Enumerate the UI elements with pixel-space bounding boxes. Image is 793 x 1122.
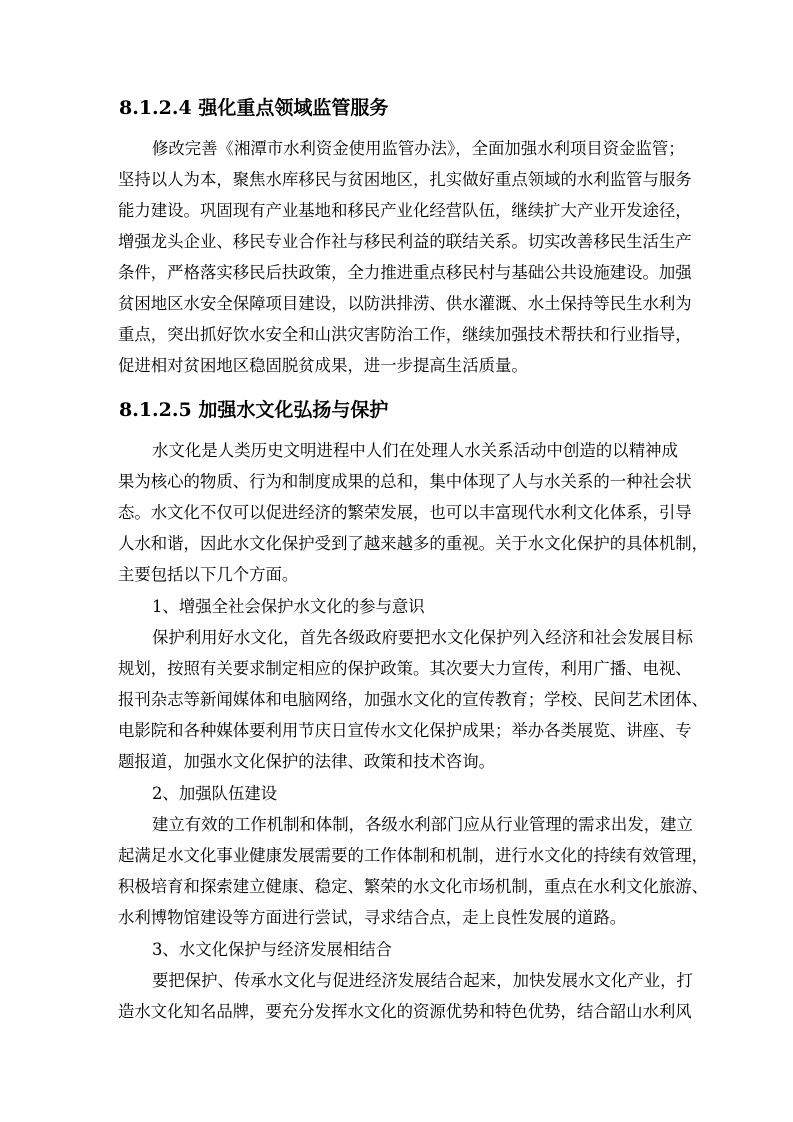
paragraph-line: 人水和谐，因此水文化保护受到了越来越多的重视。关于水文化保护的具体机制， [118,534,709,553]
section-heading-8-1-2-5: 8.1.2.5 加强水文化弘扬与保护 [119,399,389,421]
paragraph-line: 坚持以人为本，聚焦水库移民与贫困地区，扎实做好重点领域的水利监管与服务 [118,170,692,189]
paragraph-line: 条件，严格落实移民后扶政策，全力推进重点移民村与基础公共设施建设。加强 [118,263,692,282]
list-item-title-1: 1、增强全社会保护水文化的参与意识 [152,597,425,616]
paragraph-line: 修改完善《湘潭市水利资金使用监管办法》，全面加强水利项目资金监管； [152,139,685,158]
paragraph-line: 贫困地区水安全保障项目建设，以防洪排涝、供水灌溉、水土保持等民生水利为 [118,294,692,313]
paragraph-line: 增强龙头企业、移民专业合作社与移民利益的联结关系。切实改善移民生活生产 [118,232,692,251]
paragraph-line: 态。水文化不仅可以促进经济的繁荣发展，也可以丰富现代水利文化体系，引导 [118,503,692,522]
paragraph-line: 保护利用好水文化，首先各级政府要把水文化保护列入经济和社会发展目标 [152,628,693,647]
paragraph-line: 果为核心的物质、行为和制度成果的总和，集中体现了人与水关系的一种社会状 [118,472,692,491]
paragraph-line: 题报道，加强水文化保护的法律、政策和技术咨询。 [118,752,495,771]
section-heading-8-1-2-4: 8.1.2.4 强化重点领域监管服务 [119,97,389,119]
paragraph-line: 促进相对贫困地区稳固脱贫成果，进一步提高生活质量。 [118,356,528,375]
paragraph-line: 起满足水文化事业健康发展需要的工作体制和机制，进行水文化的持续有效管理， [118,846,709,865]
paragraph-line: 报刊杂志等新闻媒体和电脑网络，加强水文化的宣传教育；学校、民间艺术团体、 [118,690,709,709]
paragraph-line: 电影院和各种媒体要利用节庆日宣传水文化保护成果；举办各类展览、讲座、专 [118,721,692,740]
paragraph-line: 能力建设。巩固现有产业基地和移民产业化经营队伍，继续扩大产业开发途径， [118,201,692,220]
paragraph-line: 重点，突出抓好饮水安全和山洪灾害防治工作，继续加强技术帮扶和行业指导， [118,325,692,344]
paragraph-line: 要把保护、传承水文化与促进经济发展结合起来，加快发展水文化产业，打 [152,971,693,990]
paragraph-line: 建立有效的工作机制和体制，各级水利部门应从行业管理的需求出发，建立 [152,815,693,834]
paragraph-line: 积极培育和探索建立健康、稳定、繁荣的水文化市场机制，重点在水利文化旅游、 [118,877,709,896]
list-item-title-2: 2、加强队伍建设 [152,784,278,803]
paragraph-line: 水文化是人类历史文明进程中人们在处理人水关系活动中创造的以精神成 [152,441,678,460]
paragraph-line: 水利博物馆建设等方面进行尝试，寻求结合点，走上良性发展的道路。 [118,908,627,927]
paragraph-line: 规划，按照有关要求制定相应的保护政策。其次要大力宣传，利用广播、电视、 [118,659,692,678]
paragraph-line: 造水文化知名品牌，要充分发挥水文化的资源优势和特色优势，结合韶山水利风 [118,1002,692,1021]
list-item-title-3: 3、水文化保护与经济发展相结合 [152,940,392,959]
paragraph-line: 主要包括以下几个方面。 [118,565,299,584]
